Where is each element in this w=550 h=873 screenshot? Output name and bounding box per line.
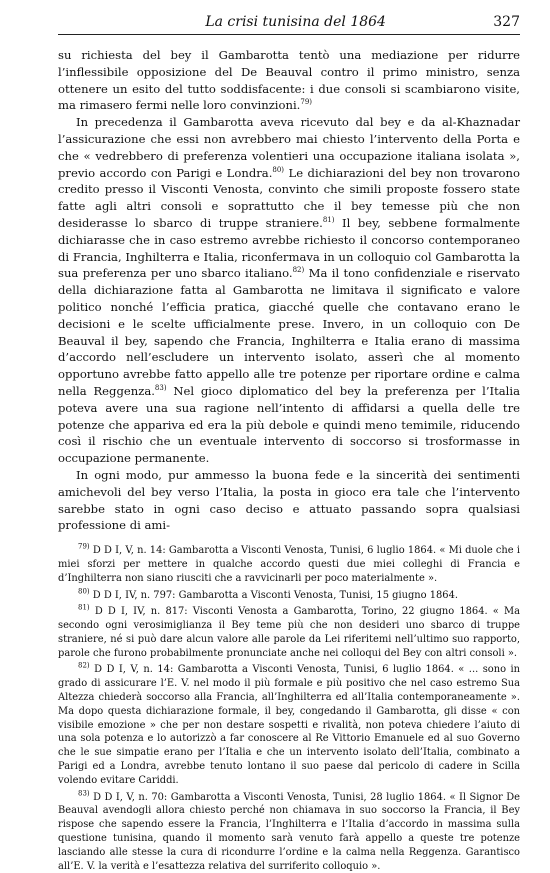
footnote-text: D D I, V, n. 14: Gambarotta a Visconti Venosta, Tunisi, 6 luglio 1864. « ... sono in grado di assicurare l’E. V. nel modo il più formale e più positivo che nel caso estremo Sua Altezza chiederà soccorso alla Francia, all’Inghilterra ed all’Italia contemporaneamente ». Ma dopo questa dichiarazione formale, il bey, congedando il Gambarotta, gli disse « con visibile emozione » che per non destare sospetti e rivalità, non poteva chiedere l’aiuto di una sola potenza e lo autorizzò a far conoscere al Re Vittorio Emanuele ed al suo Governo che le sue simpatie erano per l’Italia e che un intervento isolato dell’Italia, combinato a Parigi ed a Londra, avrebbe tenuto lontano il suo paese dal pericolo di cadere in Scilla volendo evitare Cariddi.	[58, 664, 521, 786]
footnote-text: D D I, IV, n. 797: Gambarotta a Visconti Venosta, Tunisi, 15 giugno 1864.	[92, 589, 459, 601]
footnote-text: D D I, V, n. 14: Gambarotta a Visconti Venosta, Tunisi, 6 luglio 1864. « Mi duole che i miei sforzi per mettere in qualche accordo questi due miei colleghi di Francia e d’Inghilterra non siano riusciti che a ravvicinarli per poco materialmente ».	[58, 545, 521, 584]
paragraph-text: Ma il tono confidenziale e riservato della dichiarazione fatta al Gambarotta ne limitava il significato e valore politico nonché l’efficia pratica, giacché quelle che contavano erano le decisioni e le scelte ufficialmente prese. Invero, in un colloquio con De Beauval il bey, sapendo che Francia, Inghilterra e Italia erano di massima d’accordo nell’escludere un intervento isolato, asserì che al momento opportuno avrebbe fatto appello alle tre potenze per riportare ordine e calma nella Reggenza.	[58, 266, 520, 398]
running-title: La crisi tunisina del 1864	[205, 14, 386, 30]
footnote-number: 83)	[78, 789, 90, 798]
footnote-ref: 79)	[300, 98, 312, 107]
footnote	[58, 605, 520, 660]
paragraph-text: Nel gioco diplomatico del bey la preferenza per l’Italia poteva avere una sua ragione nell’intento di affidarsi a quella delle tre potenze che appariva ed era la più debole e quindi meno temimile, riducendo così il rischio che un eventuale intervento di soccorso si trosformasse in occupazione permanente.	[58, 383, 520, 466]
footnotes	[58, 544, 520, 873]
paragraph-text: In ogni modo, pur ammesso la buona fede e la sincerità dei sentimenti amichevoli del bey verso l’Italia, la posta in gioco era tale che l’intervento sarebbe stato in ogni caso deciso e attuato passando sopra qualsiasi professione di ami-	[58, 467, 520, 533]
footnote-number: 80)	[78, 587, 90, 596]
paragraph-text: Le dichiarazioni del bey non trovarono credito presso il Visconti Venosta, convinto che simili proposte fossero state fatte agli altri consoli e soprattutto che il bey temesse più che non desiderasse lo sbarco di truppe straniere.	[58, 165, 520, 230]
footnote-ref: 81)	[322, 216, 335, 225]
page-header	[58, 14, 520, 35]
footnote	[58, 663, 520, 787]
paragraph-text: su richiesta del bey il Gambarotta tentò una mediazione per ridurre l’inflessibile opposizione del De Beauval contro il primo ministro, senza ottenere un esito del tutto soddisfacente: i due consoli si scambiarono visite, ma rimasero fermi nelle loro convinzioni.	[58, 48, 520, 113]
paragraph	[58, 467, 520, 534]
footnote-number: 81)	[78, 604, 90, 612]
paragraph-text: In precedenza il Gambarotta aveva ricevuto dal bey e da al-Khaznadar l’assicurazione che essi non avrebbero mai chiesto l’intervento della Porta e che « vedrebbero di preferenza volentieri una occupazione italiana isolata », previo accordo con Parigi e Londra.	[58, 115, 520, 180]
footnote-ref: 80)	[272, 165, 285, 174]
footnote	[58, 589, 520, 603]
footnote-number: 79)	[78, 542, 90, 551]
footnote-ref: 83)	[154, 384, 167, 393]
footnote-ref: 82)	[292, 266, 305, 275]
paragraph	[58, 114, 520, 467]
main-text	[58, 47, 520, 534]
paragraph	[58, 47, 520, 114]
footnote	[58, 791, 520, 873]
footnote-text: D D I, IV, n. 817: Visconti Venosta a Gambarotta, Torino, 22 giugno 1864. « Ma secondo ogni verosimiglianza il Bey teme più che non desideri uno sbarco di truppe straniere, né si può dare alcun valore alle parole da Lei riferitemi nell’ultimo suo rapporto, parole che furono probabilmente pronunciate anche nei colloqui del Bey con altri consoli ».	[58, 606, 521, 659]
footnote-number: 82)	[78, 662, 90, 671]
page-number: 327	[493, 14, 520, 30]
footnote	[58, 544, 520, 585]
paragraph-text: Il bey, sebbene formalmente dichiarasse che in caso estremo avrebbe richiesto il concorso contemporaneo di Francia, Inghilterra e Italia, riconfermava in un colloquio col Gambarotta la sua preferenza per uno sbarco italiano.	[58, 215, 520, 281]
footnote-text: D D I, V, n. 70: Gambarotta a Visconti Venosta, Tunisi, 28 luglio 1864. « Il Signor De Beauval avendogli allora chiesto perché non chiamava in suo soccorso la Francia, il Bey rispose che sapendo essere la Francia, l’Inghilterra e l’Italia d’accordo in massima sulla questione tunisina, quando il momento sarà venuto farà appello a queste tre potenze lasciando alle stesse la cura di ricondurre l’ordine e la calma nella Reggenza. Garantisco all’E. V. la verità e l’esattezza relativa del surriferito colloquio ».	[58, 791, 520, 872]
